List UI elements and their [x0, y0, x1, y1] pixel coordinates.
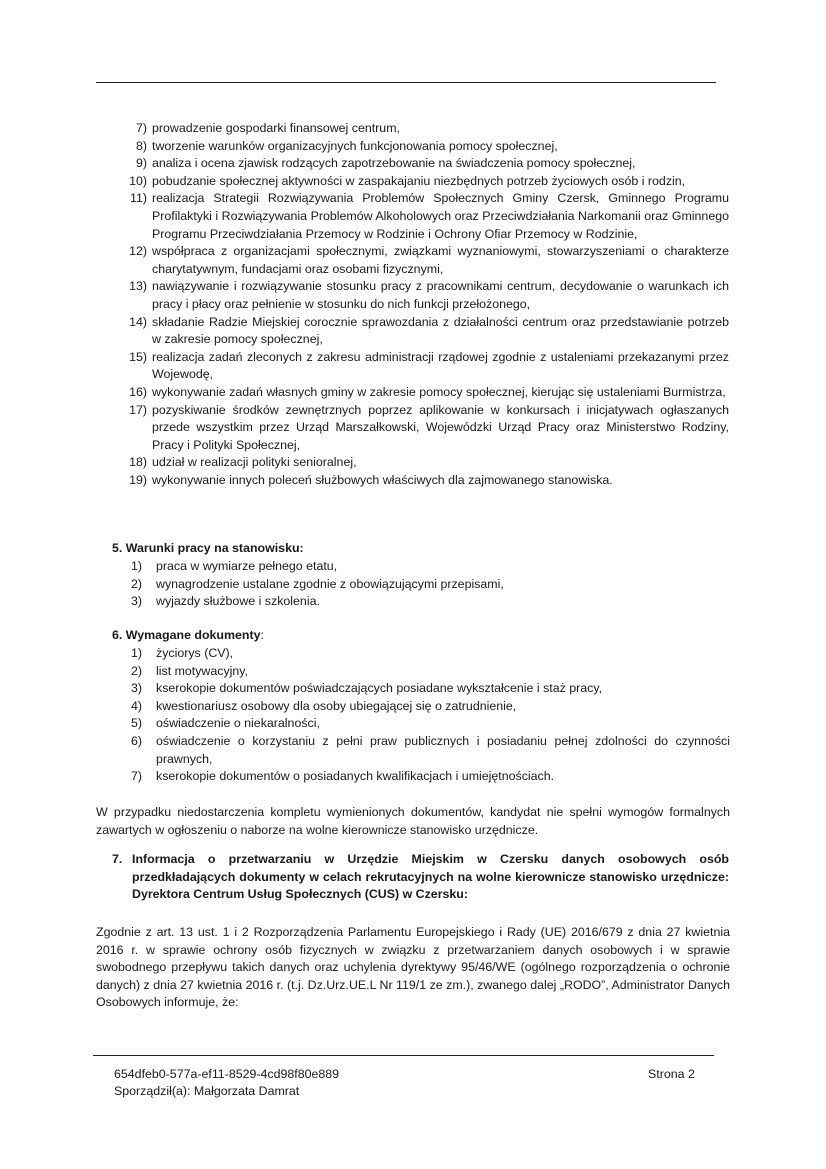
list-item-number: 11)	[130, 191, 147, 206]
list-item	[112, 768, 730, 786]
list-item-text: tworzenie warunków organizacyjnych funkcjonowania pomocy społecznej,	[152, 138, 558, 153]
list-item-number: 13)	[129, 279, 147, 294]
list-item-number: 16)	[129, 384, 147, 399]
list-item	[112, 558, 727, 576]
list-item	[112, 314, 729, 349]
rodo-paragraph: Zgodnie z art. 13 ust. 1 i 2 Rozporządzenia Parlamentu Europejskiego i Rady (UE) 2016/679 z dnia 27 kwietnia 2016 r. w sprawie ochrony osób fizycznych w związku z przetwarzaniem danych osobowych i w sprawie swobodnego przepływu takich danych oraz uchylenia dyrektywy 95/46/WE (ogólnego rozporządzenia o ochronie danych) z dnia 27 kwietnia 2016 r. (t.j. Dz.Urz.UE.L Nr 119/1 ze zm.), zwanego dalej „RODO”, Administrator Danych Osobowych informuje, że:	[96, 925, 730, 1010]
list-item-text: kserokopie dokumentów o posiadanych kwalifikacjach i umiejętnościach.	[156, 769, 555, 784]
list-item-text: realizacja zadań zleconych z zakresu administracji rządowej zgodnie z ustaleniami przekazanymi przez Wojewodę,	[152, 349, 729, 382]
section-6-heading	[112, 627, 264, 645]
prepared-by: Sporządził(a): Małgorzata Damrat	[114, 1084, 300, 1098]
document-id: 654dfeb0-577a-ef11-8529-4cd98f80e889	[114, 1067, 340, 1081]
section-7-heading-text: Informacja o przetwarzaniu w Urzędzie Miejskim w Czersku danych osobowych osób przedkładających dokumenty w celach rekrutacyjnych na wolne kierownicze stanowisko urzędnicze: Dyrektora Centrum Usług Społecznych (CUS) w Czersku:	[132, 852, 729, 902]
list-item-text: udział w realizacji polityki senioralnej,	[152, 455, 357, 470]
list-item-number: 7)	[130, 769, 142, 784]
list-item	[112, 120, 729, 138]
list-item-number: 4)	[130, 698, 142, 713]
list-item-number: 12)	[129, 244, 147, 259]
list-item	[112, 155, 729, 173]
list-item-text: kwestionariusz osobowy dla osoby ubiegającej się o zatrudnienie,	[156, 698, 517, 713]
section-6-heading-colon: :	[260, 628, 264, 642]
list-item-text: współpraca z organizacjami społecznymi, związkami wyznaniowymi, stowarzyszeniami o charakterze charytatywnym, fundacjami oraz osobami fizycznymi,	[152, 244, 729, 276]
header-rule	[96, 82, 716, 83]
list-item-text: nawiązywanie i rozwiązywanie stosunku pracy z pracownikami centrum, decydowanie o warunkach ich pracy i płacy oraz pełnienie w stosunku do nich funkcji przełożonego,	[152, 279, 729, 311]
list-item-text: wykonywanie innych poleceń służbowych właściwych dla zajmowanego stanowiska.	[152, 472, 613, 487]
list-item	[112, 190, 729, 243]
list-item	[112, 733, 730, 768]
list-item-text: wynagrodzenie ustalane zgodnie z obowiązującymi przepisami,	[156, 576, 504, 591]
list-item	[112, 402, 729, 455]
list-item	[112, 138, 729, 156]
list-item	[112, 576, 727, 594]
list-item	[112, 593, 727, 611]
list-item	[112, 173, 729, 191]
list-item-number: 17)	[129, 402, 147, 417]
list-item	[112, 715, 730, 733]
list-item-text: prowadzenie gospodarki finansowej centrum,	[152, 121, 400, 135]
missing-documents-paragraph: W przypadku niedostarczenia kompletu wymienionych dokumentów, kandydat nie spełni wymogów formalnych zawartych w ogłoszeniu o naborze na wolne kierownicze stanowisko urzędnicze.	[96, 805, 730, 837]
list-item-text: oświadczenie o korzystaniu z pełni praw publicznych i posiadaniu pełnej zdolności do czynności prawnych,	[156, 733, 730, 766]
list-item-text: list motywacyjny,	[156, 663, 249, 678]
section-7-number: 7.	[112, 852, 123, 866]
list-item-text: kserokopie dokumentów poświadczających posiadane wykształcenie i staż pracy,	[156, 681, 603, 696]
list-item	[112, 243, 729, 278]
list-item	[112, 349, 729, 384]
list-item-number: 1)	[130, 646, 142, 660]
list-item	[112, 680, 730, 698]
list-item	[112, 278, 729, 313]
list-item-number: 2)	[130, 663, 142, 678]
list-item	[112, 663, 730, 681]
list-item-number: 10)	[129, 173, 147, 188]
list-item	[112, 472, 729, 490]
list-item-text: realizacja Strategii Rozwiązywania Problemów Społecznych Gminy Czersk, Gminnego Programu Profilaktyki i Rozwiązywania Problemów Alkoholowych oraz Przeciwdziałania Narkomanii oraz Gminnego Programu Przeciwdziałania Przemocy w Rodzinie i Ochrony Ofiar Przemocy w Rodzinie,	[152, 191, 729, 241]
list-item-text: praca w wymiarze pełnego etatu,	[156, 559, 338, 573]
list-item-number: 6)	[130, 733, 142, 748]
section-5-heading: 5. Warunki pracy na stanowisku:	[112, 541, 304, 555]
list-item-text: oświadczenie o niekaralności,	[156, 716, 320, 731]
responsibilities-list	[112, 120, 729, 489]
list-item-number: 8)	[135, 138, 147, 153]
list-item-number: 5)	[130, 716, 142, 731]
list-item	[112, 454, 729, 472]
list-item-text: pozyskiwanie środków zewnętrznych poprzez aplikowanie w konkursach i inicjatywach ogłaszanych przede wszystkim przez Urząd Marszałkowski, Wojewódzki Urząd Pracy oraz Ministerstwo Rodziny, Pracy i Polityki Społecznej,	[152, 402, 729, 452]
footer-rule	[93, 1055, 714, 1056]
list-item	[112, 384, 729, 402]
list-item-text: składanie Radzie Miejskiej corocznie sprawozdania z działalności centrum oraz przedstawianie potrzeb w zakresie pomocy społecznej,	[152, 314, 729, 347]
section-7-heading	[112, 851, 729, 904]
list-item-text: analiza i ocena zjawisk rodzących zapotrzebowanie na świadczenia pomocy społecznej,	[152, 156, 636, 171]
list-item-number: 9)	[135, 156, 147, 171]
list-item-number: 7)	[135, 121, 147, 135]
list-item-text: wykonywanie zadań własnych gminy w zakresie pomocy społecznej, kierując się ustaleniami Burmistrza,	[152, 384, 726, 399]
work-conditions-list	[112, 558, 727, 611]
footer-left	[114, 1066, 339, 1100]
page-number: Strona 2	[648, 1067, 695, 1081]
list-item-number: 2)	[130, 576, 142, 591]
list-item-number: 18)	[129, 455, 147, 470]
list-item-text: pobudzanie społecznej aktywności w zaspakajaniu niezbędnych potrzeb życiowych osób i rodzin,	[152, 173, 686, 188]
list-item-number: 3)	[130, 594, 142, 609]
list-item-number: 15)	[129, 349, 147, 364]
list-item-number: 3)	[130, 681, 142, 696]
list-item	[112, 645, 730, 663]
list-item-number: 14)	[129, 314, 147, 329]
list-item-number: 1)	[130, 559, 142, 573]
list-item	[112, 698, 730, 716]
required-documents-list	[112, 645, 730, 786]
section-6-heading-text: 6. Wymagane dokumenty	[112, 628, 261, 642]
list-item-text: wyjazdy służbowe i szkolenia.	[156, 594, 320, 609]
list-item-number: 19)	[129, 472, 147, 487]
list-item-text: życiorys (CV),	[156, 646, 234, 660]
